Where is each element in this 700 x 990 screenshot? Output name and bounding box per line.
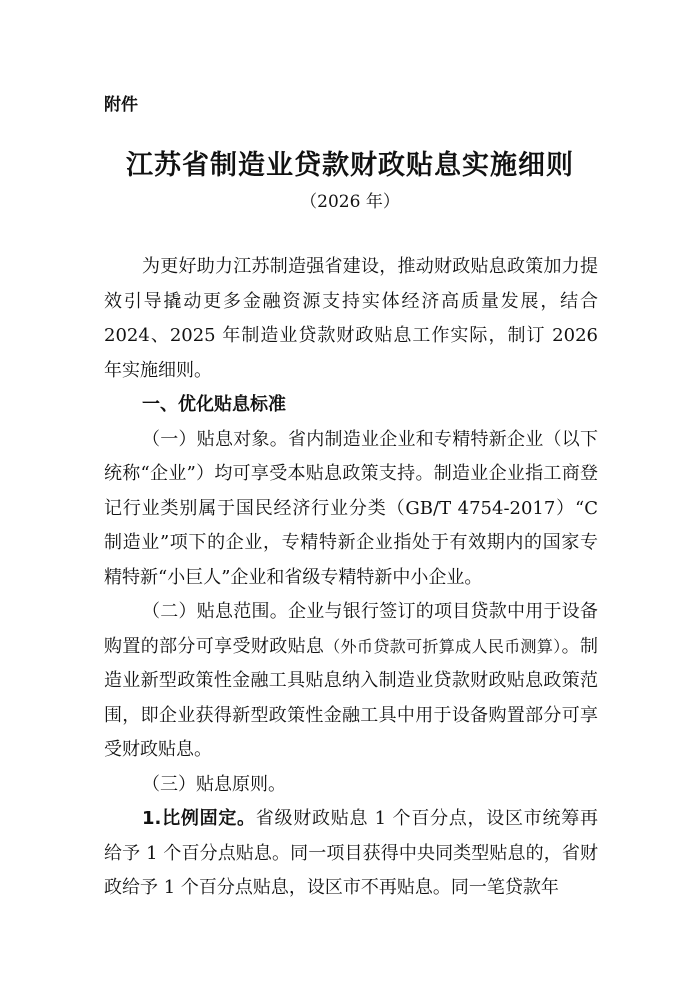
item-2-rest: 。制造业新型政策性金融工具贴息纳入制造业贷款财政贴息政策范围，即企业获得新型政策性金融工具中用于设备购置部分可享受财政贴息。 bbox=[104, 635, 598, 760]
intro-paragraph: 为更好助力江苏制造强省建设，推动财政贴息政策加力提效引导撬动更多金融资源支持实体经济高质量发展，结合2024、2025 年制造业贷款财政贴息工作实际，制订 2026 年实施细则。 bbox=[104, 256, 598, 381]
item-2-main: （二）贴息范围。企业与银行签订的项目贷款中用于设备购置的部分可享受财政贴息 bbox=[104, 601, 598, 657]
attachment-label: 附件 bbox=[104, 95, 138, 115]
item-2-paragraph bbox=[104, 595, 598, 768]
section-heading-1: 一、优化贴息标准 bbox=[142, 394, 286, 415]
document-subtitle: （2026 年） bbox=[300, 192, 400, 212]
document-body bbox=[104, 250, 598, 906]
point-1-paragraph bbox=[104, 802, 598, 906]
point-1-lead: 1.比例固定。 bbox=[142, 808, 256, 829]
item-2-note: （外币贷款可折算成人民币测算） bbox=[324, 636, 562, 656]
item-1-paragraph: （一）贴息对象。省内制造业企业和专精特新企业（以下统称“企业”）均可享受本贴息政策支持。制造业企业指工商登记行业类别属于国民经济行业分类（GB/T 4754-2017）“C 制造业”项下的企业，专精特新企业指处于有效期内的国家专精特新“小巨人”企业和省级专精特新中小企业。 bbox=[104, 428, 598, 588]
document-title: 江苏省制造业贷款财政贴息实施细则 bbox=[126, 150, 574, 181]
point-1-text: 省级财政贴息 1 个百分点，设区市统筹再给予 1 个百分点贴息。同一项目获得中央同类型贴息的，省财政给予 1 个百分点贴息，设区市不再贴息。同一笔贷款年 bbox=[104, 808, 598, 898]
item-3-paragraph: （三）贴息原则。 bbox=[142, 773, 286, 795]
